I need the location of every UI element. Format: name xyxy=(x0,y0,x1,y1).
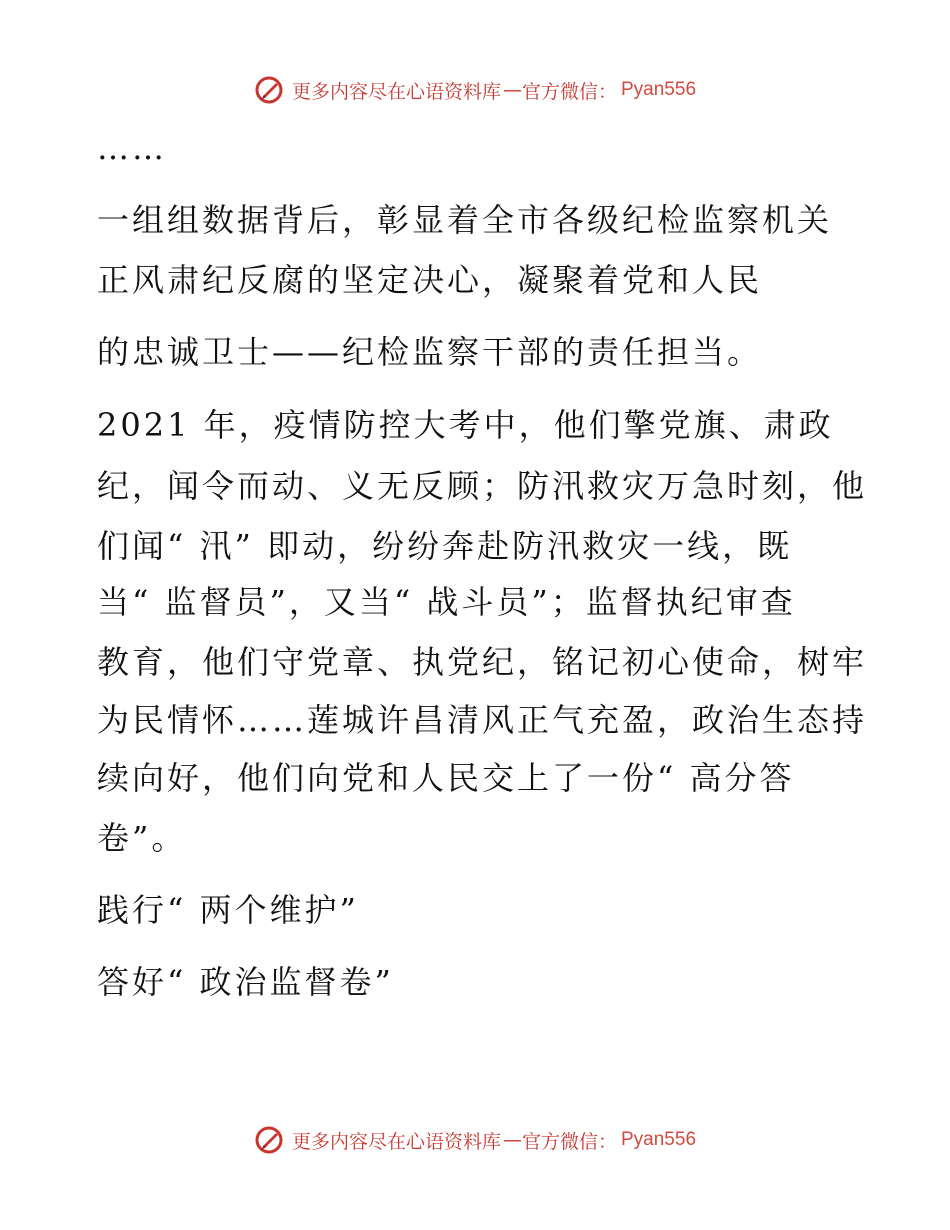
text-line: 续向好，他们向党和人民交上了一份“ 高分答 xyxy=(97,759,795,797)
section-heading: 践行“ 两个维护” xyxy=(97,891,359,929)
text-line: 纪，闻令而动、义无反顾；防汛救灾万急时刻，他 xyxy=(97,467,868,505)
text-line: 一组组数据背后，彰显着全市各级纪检监察机关 xyxy=(97,201,833,239)
text-line: 教育，他们守党章、执党纪，铭记初心使命，树牢 xyxy=(97,643,868,681)
text-line: …… xyxy=(97,129,167,167)
watermark-wechat-id: Pyan556 xyxy=(621,1129,697,1150)
text-line: 们闻“ 汛” 即动，纷纷奔赴防汛救灾一线，既 xyxy=(97,527,793,565)
watermark-title: 更多内容尽在心语资料库 xyxy=(291,1130,501,1153)
quill-circle-logo-icon xyxy=(254,75,284,105)
text-line: 卷”。 xyxy=(97,819,187,857)
quill-circle-logo-icon xyxy=(254,1125,284,1155)
section-heading: 答好“ 政治监督卷” xyxy=(97,963,394,1001)
text-line: 2021 年，疫情防控大考中，他们擎党旗、肃政 xyxy=(97,406,834,444)
text-line: 正风肃纪反腐的坚定决心，凝聚着党和人民 xyxy=(97,261,763,299)
watermark-wechat-label: 官方微信： xyxy=(521,80,617,103)
watermark-wechat-label: 官方微信： xyxy=(521,1130,617,1153)
footer-watermark xyxy=(0,1120,950,1160)
text-line: 的忠诚卫士——纪检监察干部的责任担当。 xyxy=(97,333,763,371)
watermark-dash: — xyxy=(502,79,520,101)
watermark-dash: — xyxy=(502,1129,520,1151)
text-line: 当“ 监督员”，又当“ 战斗员”；监督执纪审查 xyxy=(97,583,796,621)
watermark-title: 更多内容尽在心语资料库 xyxy=(291,80,501,103)
text-line: 为民情怀……莲城许昌清风正气充盈，政治生态持 xyxy=(97,701,868,739)
header-watermark xyxy=(0,70,950,110)
watermark-wechat-id: Pyan556 xyxy=(621,79,697,100)
